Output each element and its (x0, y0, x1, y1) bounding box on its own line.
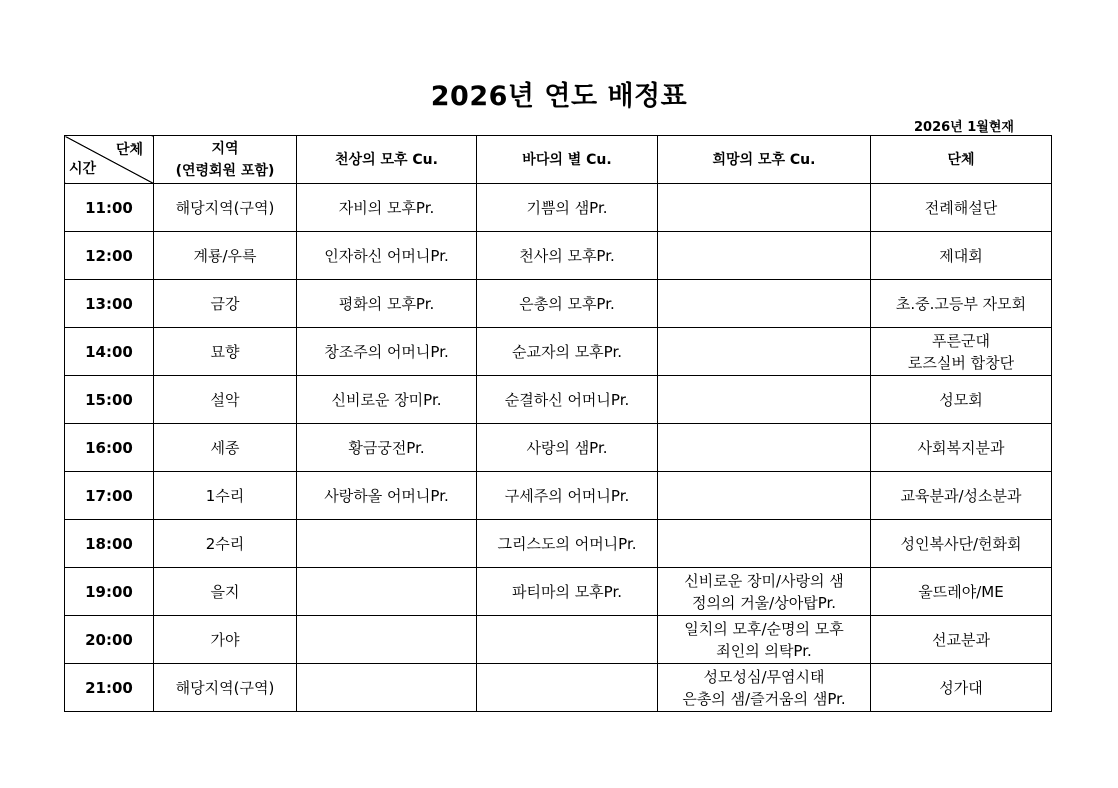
time-cell: 15:00 (65, 376, 154, 424)
time-cell: 19:00 (65, 568, 154, 616)
time-cell: 14:00 (65, 328, 154, 376)
cu3-cell (658, 520, 871, 568)
table-row (65, 232, 1052, 280)
time-cell: 12:00 (65, 232, 154, 280)
group-cell (871, 232, 1052, 280)
group-cell-line1: 전례해설단 (924, 198, 998, 217)
table-row (65, 328, 1052, 376)
table-row (65, 616, 1052, 664)
table-row (65, 280, 1052, 328)
group-cell-line1: 제대회 (939, 246, 983, 265)
group-cell (871, 520, 1052, 568)
region-cell: 계룡/우륵 (154, 232, 297, 280)
group-cell (871, 184, 1052, 232)
cu1-cell: 신비로운 장미Pr. (297, 376, 477, 424)
column-header-4: 단체 (871, 136, 1052, 184)
time-cell: 18:00 (65, 520, 154, 568)
cu1-cell (297, 616, 477, 664)
cu3-cell (658, 280, 871, 328)
cu1-cell: 평화의 모후Pr. (297, 280, 477, 328)
time-cell: 16:00 (65, 424, 154, 472)
cu2-cell: 기쁨의 샘Pr. (477, 184, 658, 232)
cu3-cell-line2: 정의의 거울/상아탑Pr. (691, 593, 837, 612)
cu3-cell-line1: 성모성심/무염시태 (703, 667, 825, 686)
time-cell: 17:00 (65, 472, 154, 520)
corner-label-group: 단체 (115, 142, 143, 158)
cu3-cell (658, 664, 871, 712)
time-cell: 13:00 (65, 280, 154, 328)
cu2-cell: 파티마의 모후Pr. (477, 568, 658, 616)
region-header-line1: 지역 (211, 140, 239, 157)
table-row (65, 184, 1052, 232)
group-cell-line1: 교육분과/성소분과 (900, 486, 1022, 505)
group-cell-line1: 울뜨레야/ME (918, 582, 1004, 601)
group-cell-line1: 성인복사단/헌화회 (900, 534, 1022, 553)
table-row (65, 376, 1052, 424)
region-header-line2: (연령회원 포함) (175, 162, 275, 179)
region-cell: 설악 (154, 376, 297, 424)
cu3-cell-line1: 일치의 모후/순명의 모후 (684, 619, 844, 638)
group-cell (871, 424, 1052, 472)
time-cell: 21:00 (65, 664, 154, 712)
table-row (65, 568, 1052, 616)
cu3-cell (658, 376, 871, 424)
cu2-cell (477, 664, 658, 712)
group-cell-line1: 성가대 (939, 678, 983, 697)
cu2-cell: 천사의 모후Pr. (477, 232, 658, 280)
region-cell: 묘향 (154, 328, 297, 376)
group-cell (871, 328, 1052, 376)
region-cell: 1수리 (154, 472, 297, 520)
region-cell: 금강 (154, 280, 297, 328)
as-of-date: 2026년 1월현재 (914, 120, 1014, 135)
cu3-cell (658, 184, 871, 232)
header-row (65, 136, 1052, 184)
group-cell-line1: 선교분과 (932, 630, 990, 649)
group-cell-line1: 초.중.고등부 자모회 (895, 294, 1027, 313)
group-cell-line2: 로즈실버 합창단 (907, 353, 1015, 372)
cu3-cell (658, 328, 871, 376)
cu1-cell: 자비의 모후Pr. (297, 184, 477, 232)
column-header-3: 희망의 모후 Cu. (658, 136, 871, 184)
cu2-cell: 순결하신 어머니Pr. (477, 376, 658, 424)
page-title: 2026년 연도 배정표 (430, 81, 688, 112)
schedule-body (65, 184, 1052, 712)
cu3-cell (658, 232, 871, 280)
cu2-cell (477, 616, 658, 664)
cu2-cell: 구세주의 어머니Pr. (477, 472, 658, 520)
region-header (154, 136, 297, 184)
time-cell: 20:00 (65, 616, 154, 664)
cu1-cell (297, 568, 477, 616)
group-cell-line1: 푸른군대 (932, 331, 990, 350)
cu3-cell-line1: 신비로운 장미/사랑의 샘 (684, 571, 844, 590)
table-row (65, 472, 1052, 520)
group-cell (871, 616, 1052, 664)
group-cell-line1: 성모회 (939, 390, 983, 409)
cu3-cell (658, 472, 871, 520)
group-cell (871, 280, 1052, 328)
cu1-cell (297, 520, 477, 568)
corner-label-time: 시간 (69, 161, 97, 177)
table-row (65, 520, 1052, 568)
cu2-cell: 그리스도의 어머니Pr. (477, 520, 658, 568)
cu2-cell: 순교자의 모후Pr. (477, 328, 658, 376)
cu3-cell (658, 568, 871, 616)
cu1-cell: 사랑하올 어머니Pr. (297, 472, 477, 520)
region-cell: 2수리 (154, 520, 297, 568)
cu3-cell-line2: 은총의 샘/즐거움의 샘Pr. (682, 689, 846, 708)
cu2-cell: 사랑의 샘Pr. (477, 424, 658, 472)
region-cell: 해당지역(구역) (154, 664, 297, 712)
region-cell: 가야 (154, 616, 297, 664)
cu1-cell: 창조주의 어머니Pr. (297, 328, 477, 376)
table-row (65, 424, 1052, 472)
cu3-cell-line2: 죄인의 의탁Pr. (716, 641, 812, 660)
cu1-cell: 인자하신 어머니Pr. (297, 232, 477, 280)
cu3-cell (658, 616, 871, 664)
group-cell (871, 376, 1052, 424)
table-row (65, 664, 1052, 712)
time-cell: 11:00 (65, 184, 154, 232)
cu2-cell: 은총의 모후Pr. (477, 280, 658, 328)
cu1-cell (297, 664, 477, 712)
group-cell (871, 568, 1052, 616)
corner-header-cell (65, 136, 154, 184)
cu1-cell: 황금궁전Pr. (297, 424, 477, 472)
group-cell (871, 664, 1052, 712)
region-cell: 을지 (154, 568, 297, 616)
schedule-table (64, 135, 1052, 712)
region-cell: 해당지역(구역) (154, 184, 297, 232)
group-cell (871, 472, 1052, 520)
column-header-1: 천상의 모후 Cu. (297, 136, 477, 184)
column-header-2: 바다의 별 Cu. (477, 136, 658, 184)
group-cell-line1: 사회복지분과 (917, 438, 1005, 457)
region-cell: 세종 (154, 424, 297, 472)
cu3-cell (658, 424, 871, 472)
